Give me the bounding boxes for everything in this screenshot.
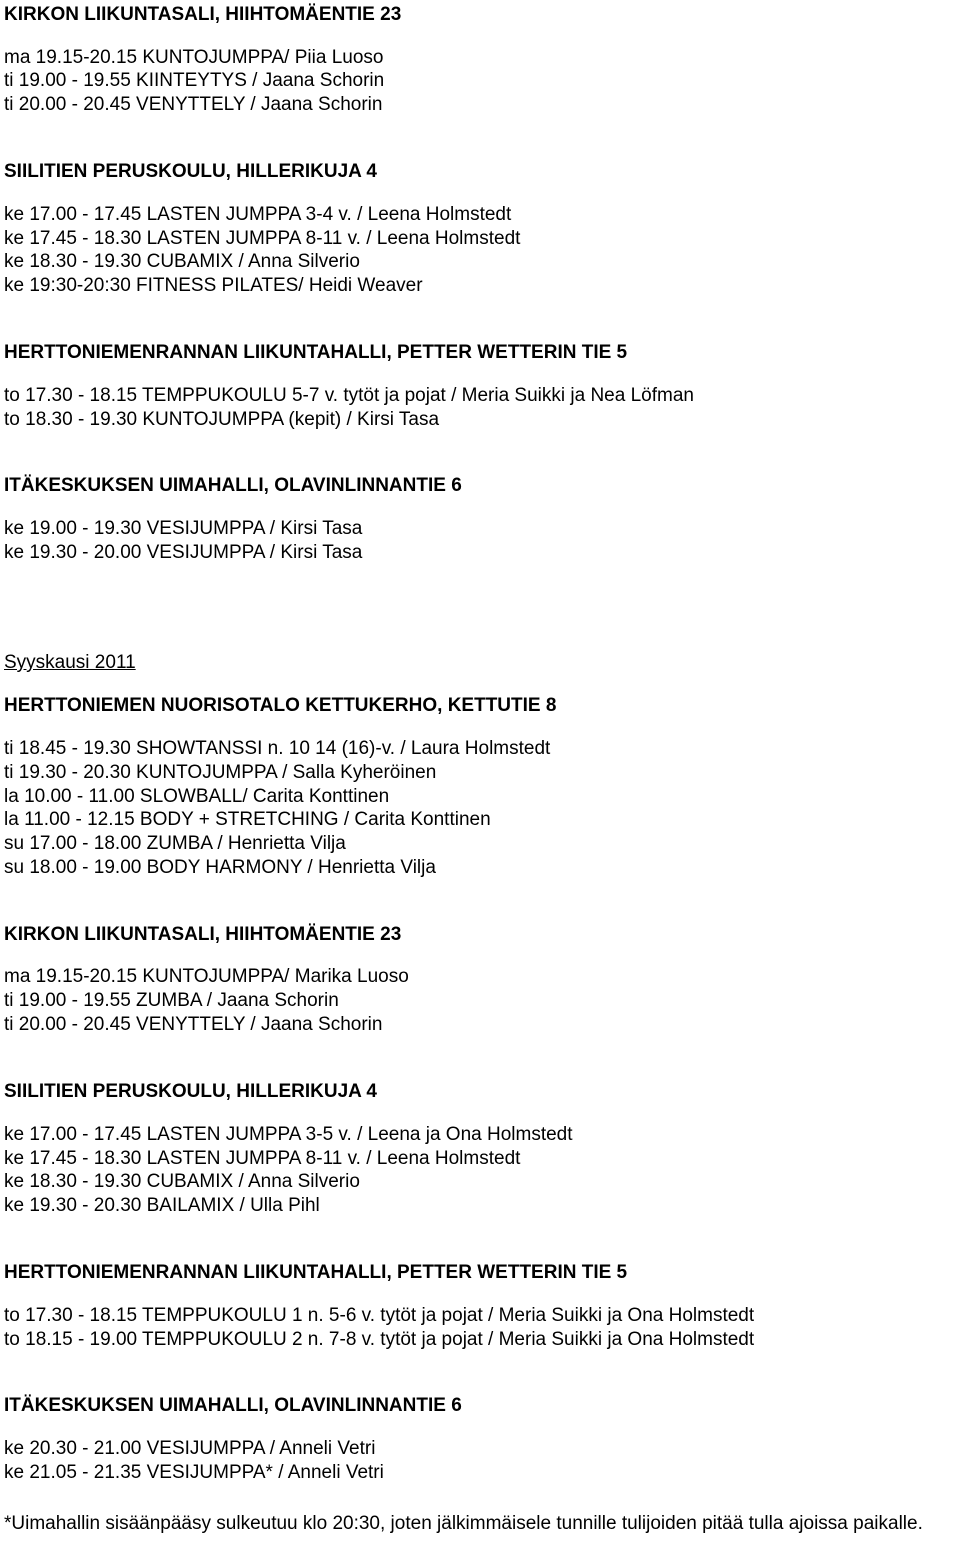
schedule-item: su 18.00 - 19.00 BODY HARMONY / Henrietta Vilja: [4, 857, 436, 878]
schedule-item: ke 17.45 - 18.30 LASTEN JUMPPA 8-11 v. / Leena Holmstedt: [4, 228, 521, 249]
section-heading: SIILITIEN PERUSKOULU, HILLERIKUJA 4: [4, 1081, 377, 1102]
schedule-item: ke 17.45 - 18.30 LASTEN JUMPPA 8-11 v. / Leena Holmstedt: [4, 1148, 521, 1169]
schedule-item: to 17.30 - 18.15 TEMPPUKOULU 1 n. 5-6 v. tytöt ja pojat / Meria Suikki ja Ona Holmstedt: [4, 1305, 755, 1326]
schedule-item: ke 19.00 - 19.30 VESIJUMPPA / Kirsi Tasa: [4, 518, 363, 539]
schedule-item: ti 19.00 - 19.55 ZUMBA / Jaana Schorin: [4, 990, 339, 1011]
schedule-item: ke 17.00 - 17.45 LASTEN JUMPPA 3-5 v. / Leena ja Ona Holmstedt: [4, 1124, 573, 1145]
schedule-item: ti 20.00 - 20.45 VENYTTELY / Jaana Schorin: [4, 94, 383, 115]
schedule-item: ma 19.15-20.15 KUNTOJUMPPA/ Piia Luoso: [4, 47, 384, 68]
schedule-item: ke 18.30 - 19.30 CUBAMIX / Anna Silverio: [4, 1171, 360, 1192]
section-heading: SIILITIEN PERUSKOULU, HILLERIKUJA 4: [4, 161, 377, 182]
section-heading: HERTTONIEMENRANNAN LIIKUNTAHALLI, PETTER WETTERIN TIE 5: [4, 1262, 628, 1283]
schedule-item: la 11.00 - 12.15 BODY + STRETCHING / Carita Konttinen: [4, 809, 491, 830]
schedule-item: su 17.00 - 18.00 ZUMBA / Henrietta Vilja: [4, 833, 346, 854]
schedule-item: ti 20.00 - 20.45 VENYTTELY / Jaana Schorin: [4, 1014, 383, 1035]
schedule-item: ti 18.45 - 19.30 SHOWTANSSI n. 10 14 (16)-v. / Laura Holmstedt: [4, 738, 551, 759]
schedule-item: ke 20.30 - 21.00 VESIJUMPPA / Anneli Vetri: [4, 1438, 376, 1459]
schedule-item: to 17.30 - 18.15 TEMPPUKOULU 5-7 v. tytöt ja pojat / Meria Suikki ja Nea Löfman: [4, 385, 694, 406]
schedule-item: ke 19.30 - 20.30 BAILAMIX / Ulla Pihl: [4, 1195, 320, 1216]
schedule-item: la 10.00 - 11.00 SLOWBALL/ Carita Konttinen: [4, 786, 390, 807]
section-heading: HERTTONIEMENRANNAN LIIKUNTAHALLI, PETTER WETTERIN TIE 5: [4, 342, 628, 363]
schedule-item: to 18.30 - 19.30 KUNTOJUMPPA (kepit) / Kirsi Tasa: [4, 409, 440, 430]
schedule-item: ma 19.15-20.15 KUNTOJUMPPA/ Marika Luoso: [4, 966, 409, 987]
schedule-item: ke 17.00 - 17.45 LASTEN JUMPPA 3-4 v. / Leena Holmstedt: [4, 204, 512, 225]
footnote: *Uimahallin sisäänpääsy sulkeutuu klo 20:30, joten jälkimmäisele tunnille tulijoiden pitää tulla ajoissa paikalle.: [4, 1513, 923, 1534]
schedule-item: ke 21.05 - 21.35 VESIJUMPPA* / Anneli Vetri: [4, 1462, 384, 1483]
section-heading: ITÄKESKUKSEN UIMAHALLI, OLAVINLINNANTIE 6: [4, 475, 462, 496]
section-heading: HERTTONIEMEN NUORISOTALO KETTUKERHO, KETTUTIE 8: [4, 695, 557, 716]
section-heading: ITÄKESKUKSEN UIMAHALLI, OLAVINLINNANTIE 6: [4, 1395, 462, 1416]
schedule-item: ti 19.30 - 20.30 KUNTOJUMPPA / Salla Kyheröinen: [4, 762, 437, 783]
schedule-item: ke 18.30 - 19.30 CUBAMIX / Anna Silverio: [4, 251, 360, 272]
section-heading: KIRKON LIIKUNTASALI, HIIHTOMÄENTIE 23: [4, 4, 402, 25]
period-label: Syyskausi 2011: [4, 652, 136, 673]
schedule-item: to 18.15 - 19.00 TEMPPUKOULU 2 n. 7-8 v. tytöt ja pojat / Meria Suikki ja Ona Holmstedt: [4, 1329, 755, 1350]
section-heading: KIRKON LIIKUNTASALI, HIIHTOMÄENTIE 23: [4, 924, 402, 945]
schedule-item: ke 19.30 - 20.00 VESIJUMPPA / Kirsi Tasa: [4, 542, 363, 563]
schedule-item: ke 19:30-20:30 FITNESS PILATES/ Heidi Weaver: [4, 275, 423, 296]
schedule-item: ti 19.00 - 19.55 KIINTEYTYS / Jaana Schorin: [4, 70, 385, 91]
